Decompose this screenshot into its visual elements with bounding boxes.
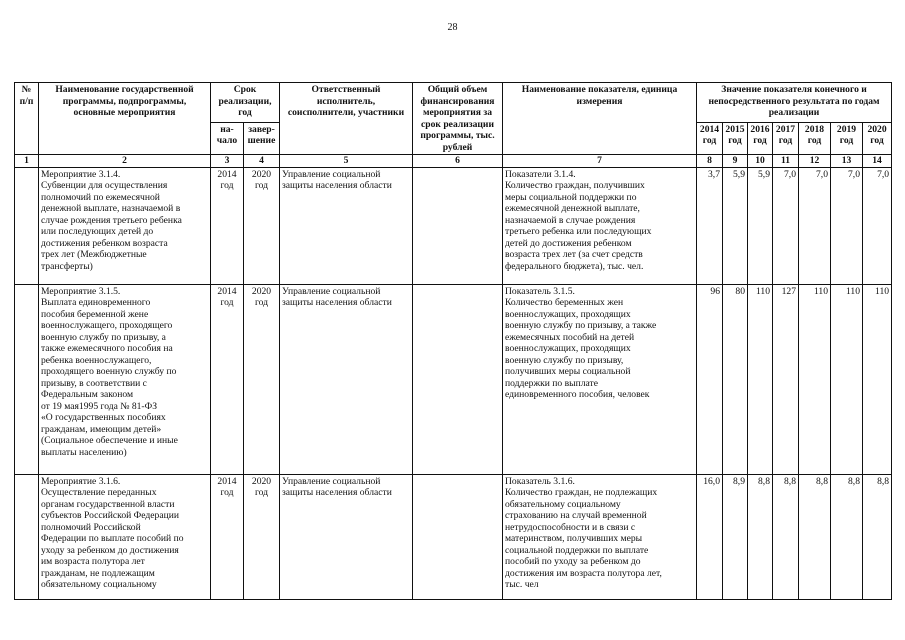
program-name-line: Мероприятие 3.1.4. (41, 168, 121, 180)
column-number: 6 (413, 155, 503, 168)
page-number: 28 (447, 22, 458, 33)
indicator-line: Показатель 3.1.5. (505, 285, 575, 297)
indicator-value: 5,9 (748, 167, 773, 284)
header-year: 2015 год (723, 122, 748, 154)
indicator-line: тыс. чел (505, 579, 539, 590)
program-name-line: призыву, в соответствии с (41, 377, 147, 389)
indicator-line: материнством, получивших меры (505, 533, 643, 544)
indicator-line: Показатель 3.1.6. (505, 475, 575, 487)
indicator-line: нетрудоспособности и в связи с (505, 521, 636, 533)
year-value: 2020 год (251, 285, 272, 308)
indicator-line: меры социальной поддержки по (505, 191, 637, 203)
indicator-line: социальной поддержки по выплате (505, 544, 649, 556)
indicator-value: 7,0 (799, 167, 831, 284)
indicator-value: 8,8 (748, 474, 773, 599)
executor-line: Управление социальной (282, 168, 381, 180)
program-name-line: Федерации по выплате пособий по (41, 533, 184, 544)
year-value: 2014 год (217, 475, 237, 498)
year-value: 2014 год (217, 285, 237, 308)
program-name-line: обязательному социальному (41, 579, 157, 590)
row-number-cell (15, 474, 39, 599)
program-name-line: им возраста полутора лет (41, 556, 145, 567)
indicator-value: 8,8 (773, 474, 799, 599)
program-name-line: Мероприятие 3.1.6. (41, 475, 121, 487)
column-number: 4 (244, 155, 280, 168)
term-start-cell (211, 167, 244, 284)
header-indicator: Наименование показателя, единица измерения (503, 83, 697, 155)
indicator-line: ежемесячной денежной выплате, (505, 203, 640, 214)
executor-line: защиты населения области (282, 180, 392, 191)
indicator-value: 8,9 (723, 474, 748, 599)
column-number: 7 (503, 155, 697, 168)
program-name-line: ребенка военнослужащего, (41, 354, 152, 366)
indicator-line: военную службу по призыву, а также (505, 320, 657, 331)
indicator-cell (503, 474, 697, 599)
program-name-line: также ежемесячного пособия на (41, 343, 173, 354)
executor-cell (280, 167, 413, 284)
indicator-value: 5,9 (723, 167, 748, 284)
column-number: 3 (211, 155, 244, 168)
program-name-line: от 19 мая1995 года № 81-ФЗ (41, 400, 157, 412)
column-number: 9 (723, 155, 748, 168)
indicator-line: поддержки по выплате (505, 377, 598, 389)
indicator-line: пособий по уходу за ребенком до (505, 556, 641, 567)
indicator-line: военную службу по призыву, (505, 354, 624, 366)
table-row (15, 474, 892, 599)
program-name-line: полномочий по ежемесячной (41, 191, 160, 203)
program-name-line: Выплата единовременного (41, 297, 151, 308)
indicator-line: военнослужащих, проходящих (505, 343, 631, 354)
header-year: 2014 год (697, 122, 723, 154)
header-year: 2017 год (773, 122, 799, 154)
header-year: 2020 год (863, 122, 892, 154)
program-name-line: проходящего военную службу по (41, 366, 177, 377)
year-value: 2020 год (251, 475, 272, 498)
table-row (15, 284, 892, 474)
row-number-cell (15, 284, 39, 474)
column-number: 2 (39, 155, 211, 168)
year-value: 2020 год (251, 168, 272, 191)
indicator-line: Показатели 3.1.4. (505, 168, 576, 180)
program-name-cell (39, 167, 211, 284)
indicator-line: Количество граждан, не подлежащих (505, 487, 658, 498)
program-name-line: денежной выплате, назначаемой в (41, 203, 181, 214)
executor-cell (280, 474, 413, 599)
executor-cell (280, 284, 413, 474)
program-name-line: достижения ребенком возраста (41, 237, 168, 249)
program-name-line: Федеральным законом (41, 389, 134, 400)
indicator-line: федерального бюджета), тыс. чел. (505, 260, 644, 272)
indicator-value: 96 (697, 284, 723, 474)
program-name-line: военную службу по призыву, а (41, 331, 166, 343)
program-name-line: пособия беременной жене (41, 308, 149, 320)
column-number: 13 (831, 155, 863, 168)
indicator-value: 80 (723, 284, 748, 474)
program-name-line: «О государственных пособиях (41, 412, 166, 423)
year-value: 2014 год (217, 168, 237, 191)
indicator-line: единовременного пособия, человек (505, 389, 650, 400)
indicator-value: 7,0 (773, 167, 799, 284)
indicator-line: получивших меры социальной (505, 366, 631, 377)
term-end-cell (244, 167, 280, 284)
indicator-value: 7,0 (863, 167, 892, 284)
column-number: 10 (748, 155, 773, 168)
column-number: 1 (15, 155, 39, 168)
column-number: 12 (799, 155, 831, 168)
indicator-cell (503, 167, 697, 284)
term-end-cell (244, 474, 280, 599)
program-name-line: уходу за ребенком до достижения (41, 544, 179, 556)
program-name-line: Осуществление переданных (41, 487, 157, 498)
indicator-line: назначаемой в случае рождения (505, 214, 636, 226)
indicator-line: Количество граждан, получивших (505, 180, 645, 191)
header-year: 2018 год (799, 122, 831, 154)
indicator-value: 127 (773, 284, 799, 474)
indicator-value: 110 (748, 284, 773, 474)
program-name-line: гражданам, имеющим детей» (41, 423, 162, 435)
indicator-value: 16,0 (697, 474, 723, 599)
header-values-title: Значение показателя конечного и непосредственного результата по годам реализации (697, 83, 892, 123)
program-name-line: выплаты населению) (41, 446, 127, 458)
header-program-name: Наименование государственной программы, подпрограммы, основные мероприятия (39, 83, 211, 155)
term-end-cell (244, 284, 280, 474)
funding-cell (413, 167, 503, 284)
program-name-line: (Социальное обеспечение и иные (41, 435, 178, 446)
header-year: 2016 год (748, 122, 773, 154)
program-name-line: трех лет (Межбюджетные (41, 249, 147, 260)
program-name-line: Мероприятие 3.1.5. (41, 285, 121, 297)
program-name-line: Субвенции для осуществления (41, 180, 168, 191)
indicator-line: возраста трех лет (за счет средств (505, 249, 643, 260)
program-name-line: военнослужащего, проходящего (41, 320, 173, 331)
header-executor: Ответственный исполнитель, соисполнители, участники (280, 83, 413, 155)
column-number: 14 (863, 155, 892, 168)
header-term-start: на-чало (211, 122, 244, 154)
indicator-value: 8,8 (799, 474, 831, 599)
indicator-line: страхованию на случай временной (505, 510, 647, 521)
column-number-row (15, 155, 892, 168)
table-row (15, 167, 892, 284)
funding-cell (413, 284, 503, 474)
indicator-line: третьего ребенка или последующих (505, 226, 652, 237)
executor-line: Управление социальной (282, 285, 381, 297)
program-name-line: полномочий Российской (41, 521, 141, 533)
header-year: 2019 год (831, 122, 863, 154)
indicator-value: 8,8 (863, 474, 892, 599)
program-name-line: случае рождения третьего ребенка (41, 214, 182, 226)
indicator-value: 3,7 (697, 167, 723, 284)
header-num: № п/п (15, 83, 39, 155)
executor-line: защиты населения области (282, 297, 392, 308)
indicator-line: детей до достижения ребенком (505, 237, 632, 249)
funding-cell (413, 474, 503, 599)
header-funding: Общий объем финансирования мероприятия за срок реализации программы, тыс. рублей (413, 83, 503, 155)
column-number: 11 (773, 155, 799, 168)
program-name-line: или последующих детей до (41, 226, 154, 237)
program-name-line: субъектов Российской Федерации (41, 510, 179, 521)
indicator-line: обязательному социальному (505, 498, 621, 510)
indicator-value: 110 (831, 284, 863, 474)
indicator-line: Количество беременных жен (505, 297, 624, 308)
indicator-cell (503, 284, 697, 474)
indicator-line: достижения им возраста полутора лет, (505, 567, 662, 579)
indicator-value: 110 (863, 284, 892, 474)
executor-line: защиты населения области (282, 487, 392, 498)
indicator-value: 110 (799, 284, 831, 474)
row-number-cell (15, 167, 39, 284)
program-name-line: трансферты) (41, 260, 93, 272)
program-name-cell (39, 474, 211, 599)
executor-line: Управление социальной (282, 475, 381, 487)
column-number: 5 (280, 155, 413, 168)
indicator-line: ежемесячных пособий на детей (505, 331, 635, 343)
column-number: 8 (697, 155, 723, 168)
indicator-value: 7,0 (831, 167, 863, 284)
indicator-line: военнослужащих, проходящих (505, 308, 631, 320)
program-name-line: органам государственной власти (41, 498, 175, 510)
term-start-cell (211, 474, 244, 599)
term-start-cell (211, 284, 244, 474)
indicator-value: 8,8 (831, 474, 863, 599)
program-name-line: гражданам, не подлежащим (41, 567, 155, 579)
program-table (14, 82, 892, 600)
header-term-end: завер-шение (244, 122, 280, 154)
header-term: Срок реализации, год (211, 83, 280, 123)
program-name-cell (39, 284, 211, 474)
